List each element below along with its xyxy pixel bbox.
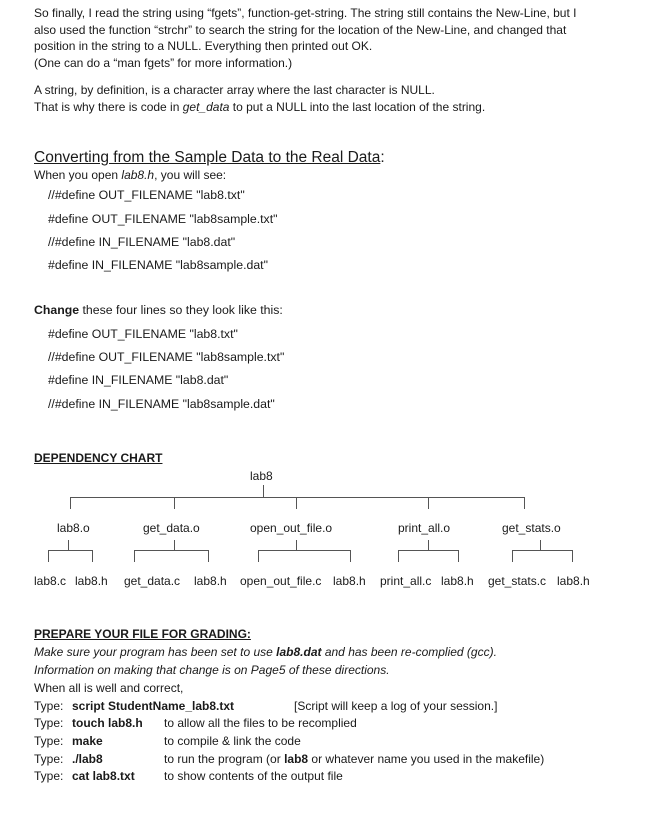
make-sure-line: Make sure your program has been set to use lab8.dat and has been re-complied (gcc).	[34, 645, 497, 659]
open-out-file-o-stem	[296, 540, 297, 550]
step-1-description: [Script will keep a log of your session.]	[294, 699, 498, 713]
step-2-description: to allow all the files to be recomplied	[164, 716, 357, 730]
print-all-o-stem	[428, 540, 429, 550]
step-4-description: to run the program (or lab8 or whatever name you used in the makefile)	[164, 752, 545, 766]
lab8-c-drop	[48, 550, 49, 562]
open-file-instruction: When you open lab8.h, you will see:	[34, 168, 227, 182]
convert-heading: Converting from the Sample Data to the Real Data:	[34, 149, 385, 166]
lab8-h-drop-5	[572, 550, 573, 562]
open-out-file-c-drop	[258, 550, 259, 562]
step-5-description: to show contents of the output file	[164, 769, 343, 783]
open-out-file-o-branch	[258, 550, 350, 551]
root-target-lab8: lab8	[250, 469, 273, 483]
source-print-all-c: print_all.c	[380, 574, 432, 588]
get-data-o-branch	[134, 550, 208, 551]
lab8-h-filename: lab8.h	[121, 168, 155, 182]
step-3-command: make	[72, 734, 103, 748]
connector-open-out-file-o	[296, 497, 297, 509]
print-all-o-branch	[398, 550, 458, 551]
null-code-line: That is why there is code in get_data to put a NULL into the last location of the string.	[34, 100, 486, 114]
step-5-command: cat lab8.txt	[72, 769, 135, 783]
before-code-line-4: #define IN_FILENAME "lab8sample.dat"	[48, 258, 268, 272]
before-code-line-1: //#define OUT_FILENAME "lab8.txt"	[48, 188, 245, 202]
root-connector	[263, 485, 264, 497]
source-lab8-h-5: lab8.h	[557, 574, 590, 588]
connector-get-stats-o	[524, 497, 525, 509]
source-lab8-h-3: lab8.h	[333, 574, 366, 588]
after-code-line-4: //#define IN_FILENAME "lab8sample.dat"	[48, 397, 275, 411]
connector-get-data-o	[174, 497, 175, 509]
intro-line-4: (One can do a “man fgets” for more information.)	[34, 56, 293, 70]
get-data-function-name: get_data	[182, 100, 230, 114]
intro-line-2: also used the function “strchr” to search the string for the location of the New-Line, and changed that	[34, 23, 567, 37]
source-lab8-h-2: lab8.h	[194, 574, 227, 588]
step-3-description: to compile & link the code	[164, 734, 301, 748]
after-code-line-1: #define OUT_FILENAME "lab8.txt"	[48, 327, 238, 341]
lab8-dat-filename: lab8.dat	[276, 645, 322, 659]
source-open-out-file-c: open_out_file.c	[240, 574, 322, 588]
step-2-command: touch lab8.h	[72, 716, 143, 730]
source-lab8-c: lab8.c	[34, 574, 67, 588]
dependency-chart-title: DEPENDENCY CHART	[34, 451, 163, 465]
object-bus-line	[70, 497, 525, 498]
info-line: Information on making that change is on Page5 of these directions.	[34, 663, 390, 677]
step-3-type-label: Type:	[34, 734, 64, 748]
after-code-line-2: //#define OUT_FILENAME "lab8sample.txt"	[48, 350, 285, 364]
before-code-line-2: #define OUT_FILENAME "lab8sample.txt"	[48, 212, 278, 226]
connector-print-all-o	[428, 497, 429, 509]
lab8-h-drop-2	[208, 550, 209, 562]
intro-line-3: position in the string to a NULL. Everything then printed out OK.	[34, 39, 373, 53]
lab8-h-drop-4	[458, 550, 459, 562]
object-lab8-o: lab8.o	[57, 521, 90, 535]
object-print-all-o: print_all.o	[398, 521, 451, 535]
step-5-type-label: Type:	[34, 769, 64, 783]
lab8-o-stem	[68, 540, 69, 550]
when-correct-line: When all is well and correct,	[34, 681, 184, 695]
step-1-command: script StudentName_lab8.txt	[72, 699, 235, 713]
lab8-h-drop-3	[350, 550, 351, 562]
step-2-type-label: Type:	[34, 716, 64, 730]
null-definition-line: A string, by definition, is a character array where the last character is NULL.	[34, 83, 435, 97]
before-code-line-3: //#define IN_FILENAME "lab8.dat"	[48, 235, 236, 249]
change-instruction: Change these four lines so they look like this:	[34, 303, 283, 317]
source-get-data-c: get_data.c	[124, 574, 181, 588]
step-1-type-label: Type:	[34, 699, 64, 713]
grading-title: PREPARE YOUR FILE FOR GRADING:	[34, 627, 251, 641]
get-data-c-drop	[134, 550, 135, 562]
get-data-o-stem	[174, 540, 175, 550]
source-lab8-h-4: lab8.h	[441, 574, 474, 588]
lab8-o-branch	[48, 550, 92, 551]
step-4-type-label: Type:	[34, 752, 64, 766]
print-all-c-drop	[398, 550, 399, 562]
object-open-out-file-o: open_out_file.o	[250, 521, 333, 535]
step-4-command: ./lab8	[72, 752, 103, 766]
get-stats-o-branch	[512, 550, 572, 551]
connector-lab8-o	[70, 497, 71, 509]
source-get-stats-c: get_stats.c	[488, 574, 547, 588]
get-stats-c-drop	[512, 550, 513, 562]
intro-line-1: So finally, I read the string using “fgets”, function-get-string. The string still contains the New-Line, but I	[34, 6, 577, 20]
get-stats-o-stem	[540, 540, 541, 550]
after-code-line-3: #define IN_FILENAME "lab8.dat"	[48, 373, 229, 387]
object-get-stats-o: get_stats.o	[502, 521, 561, 535]
source-lab8-h-1: lab8.h	[75, 574, 108, 588]
lab8-h-drop-1	[92, 550, 93, 562]
object-get-data-o: get_data.o	[143, 521, 200, 535]
